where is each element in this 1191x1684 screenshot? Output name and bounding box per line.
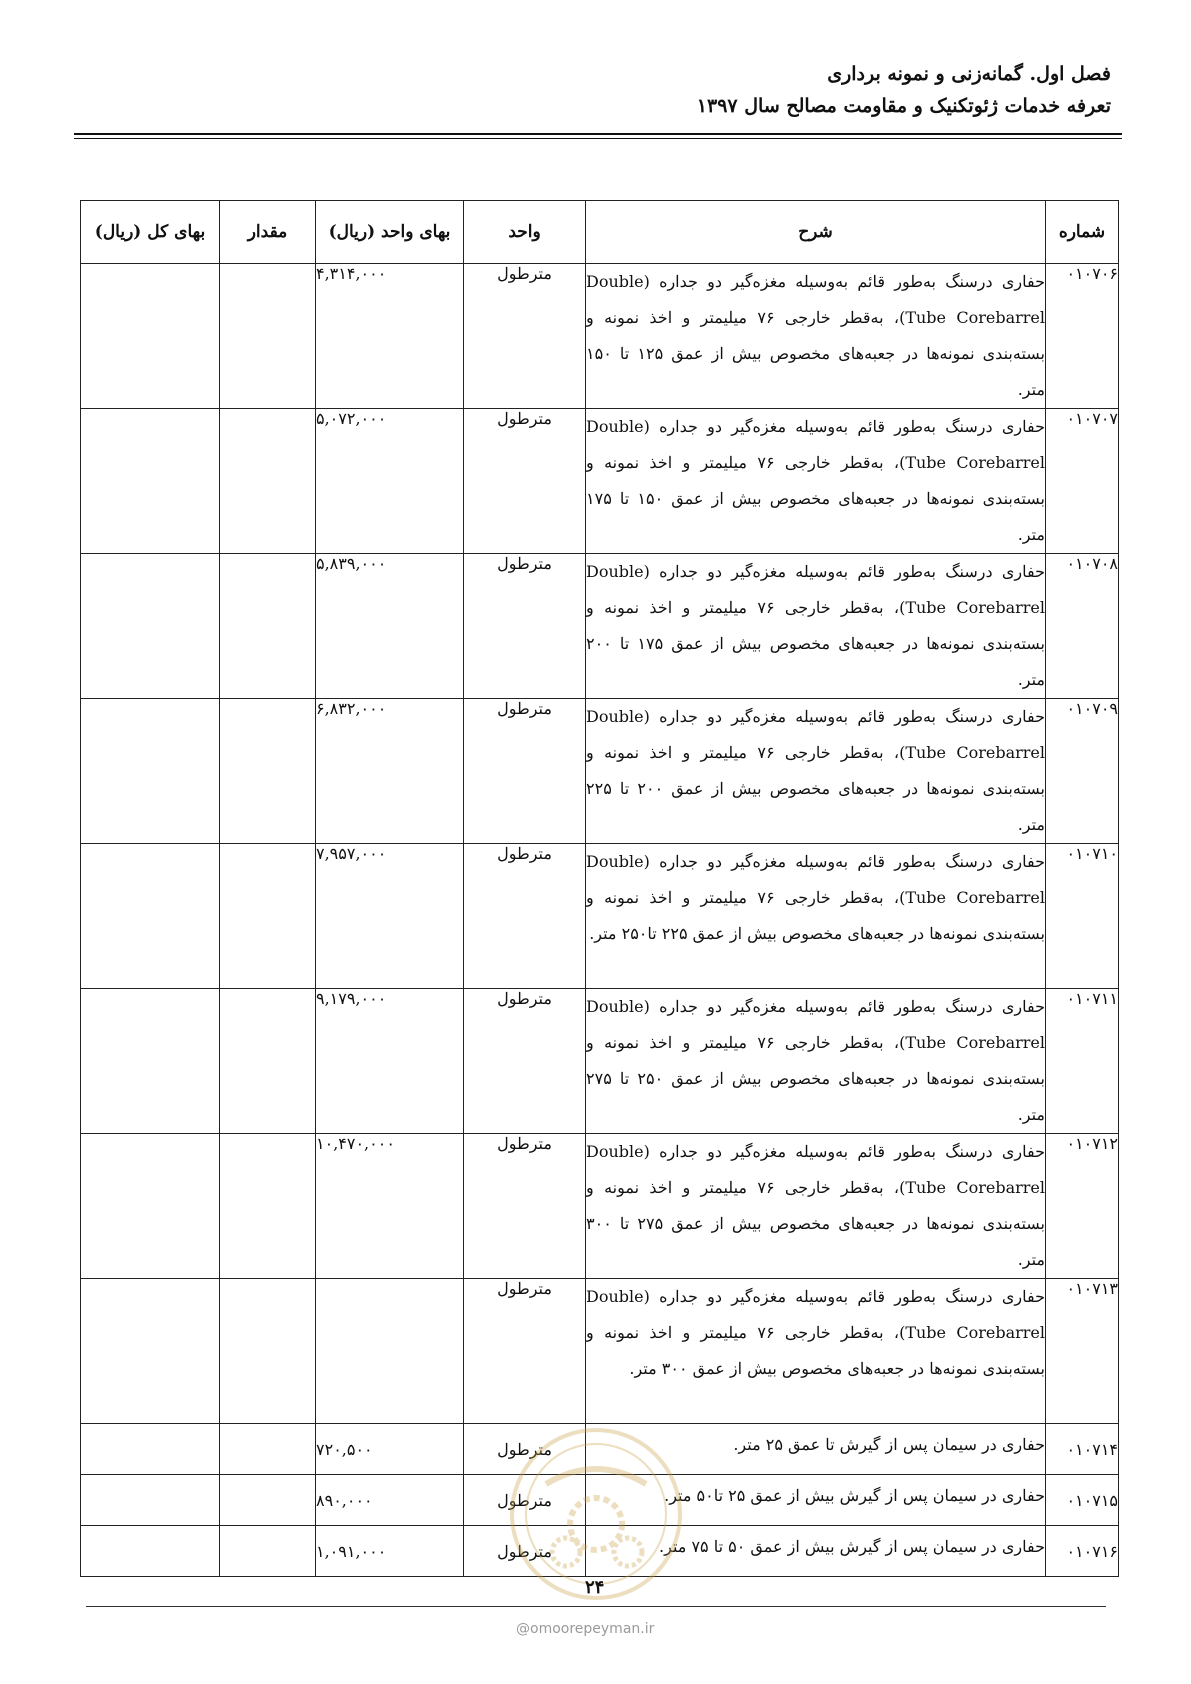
page-number: ۲۴	[585, 1577, 605, 1598]
item-description: حفاری در سیمان پس از گیرش بیش از عمق ۵۰ تا ۷۵ متر.	[586, 1526, 1046, 1577]
item-quantity	[220, 554, 316, 699]
table-row	[81, 264, 1119, 409]
item-unit: مترطول	[464, 1279, 586, 1424]
item-unit-price: ۵,۸۳۹,۰۰۰	[316, 554, 464, 699]
item-unit-price: ۷۲۰,۵۰۰	[316, 1424, 464, 1475]
item-description: حفاری درسنگ به‌طور قائم به‌وسیله مغزه‌گیر دو جداره (Double Tube Corebarrel)، به‌قطر خارجی ۷۶ میلیمتر و اخذ نمونه و بسته‌بندی نمونه‌ها در جعبه‌های مخصوص بیش از عمق ۱۵۰ تا ۱۷۵ متر.	[586, 409, 1046, 554]
item-unit: مترطول	[464, 699, 586, 844]
item-quantity	[220, 699, 316, 844]
item-quantity	[220, 989, 316, 1134]
table-row	[81, 409, 1119, 554]
item-total	[81, 1526, 220, 1577]
item-number: ۰۱۰۷۱۰	[1046, 844, 1119, 989]
page-header	[71, 58, 1111, 122]
item-quantity	[220, 264, 316, 409]
item-quantity	[220, 1279, 316, 1424]
col-header-unit: واحد	[464, 201, 586, 264]
item-total	[81, 264, 220, 409]
col-header-number: شماره	[1046, 201, 1119, 264]
item-number: ۰۱۰۷۱۱	[1046, 989, 1119, 1134]
item-description: حفاری درسنگ به‌طور قائم به‌وسیله مغزه‌گیر دو جداره (Double Tube Corebarrel)، به‌قطر خارجی ۷۶ میلیمتر و اخذ نمونه و بسته‌بندی نمونه‌ها در جعبه‌های مخصوص بیش از عمق ۲۵۰ تا ۲۷۵ متر.	[586, 989, 1046, 1134]
document-title: تعرفه خدمات ژئوتکنیک و مقاومت مصالح سال ۱۳۹۷	[696, 95, 1111, 117]
item-unit-price: ۱۰,۴۷۰,۰۰۰	[316, 1134, 464, 1279]
item-unit: مترطول	[464, 989, 586, 1134]
item-unit-price: ۴,۳۱۴,۰۰۰	[316, 264, 464, 409]
item-description: حفاری درسنگ به‌طور قائم به‌وسیله مغزه‌گیر دو جداره (Double Tube Corebarrel)، به‌قطر خارجی ۷۶ میلیمتر و اخذ نمونه و بسته‌بندی نمونه‌ها در جعبه‌های مخصوص بیش از عمق ۳۰۰ متر.	[586, 1279, 1046, 1424]
table-row	[81, 1279, 1119, 1424]
item-number: ۰۱۰۷۱۲	[1046, 1134, 1119, 1279]
item-description: حفاری درسنگ به‌طور قائم به‌وسیله مغزه‌گیر دو جداره (Double Tube Corebarrel)، به‌قطر خارجی ۷۶ میلیمتر و اخذ نمونه و بسته‌بندی نمونه‌ها در جعبه‌های مخصوص بیش از عمق ۲۰۰ تا ۲۲۵ متر.	[586, 699, 1046, 844]
item-number: ۰۱۰۷۱۴	[1046, 1424, 1119, 1475]
item-description: حفاری درسنگ به‌طور قائم به‌وسیله مغزه‌گیر دو جداره (Double Tube Corebarrel)، به‌قطر خارجی ۷۶ میلیمتر و اخذ نمونه و بسته‌بندی نمونه‌ها در جعبه‌های مخصوص بیش از عمق ۲۲۵ تا۲۵۰ متر.	[586, 844, 1046, 989]
item-unit: مترطول	[464, 1134, 586, 1279]
table-row	[81, 699, 1119, 844]
item-total	[81, 1279, 220, 1424]
item-unit-price	[316, 1279, 464, 1424]
col-header-total: بهای کل (ریال)	[81, 201, 220, 264]
col-header-description: شرح	[586, 201, 1046, 264]
item-unit: مترطول	[464, 1424, 586, 1475]
item-unit-price: ۹,۱۷۹,۰۰۰	[316, 989, 464, 1134]
item-number: ۰۱۰۷۰۹	[1046, 699, 1119, 844]
item-quantity	[220, 1134, 316, 1279]
item-unit-price: ۵,۰۷۲,۰۰۰	[316, 409, 464, 554]
item-unit-price: ۱,۰۹۱,۰۰۰	[316, 1526, 464, 1577]
col-header-unit-price: بهای واحد (ریال)	[316, 201, 464, 264]
footer-rule	[86, 1606, 1106, 1607]
item-total	[81, 989, 220, 1134]
item-number: ۰۱۰۷۱۵	[1046, 1475, 1119, 1526]
item-total	[81, 554, 220, 699]
item-number: ۰۱۰۷۱۶	[1046, 1526, 1119, 1577]
item-number: ۰۱۰۷۰۷	[1046, 409, 1119, 554]
table-row	[81, 844, 1119, 989]
item-description: حفاری در سیمان پس از گیرش تا عمق ۲۵ متر.	[586, 1424, 1046, 1475]
item-unit-price: ۷,۹۵۷,۰۰۰	[316, 844, 464, 989]
item-description: حفاری درسنگ به‌طور قائم به‌وسیله مغزه‌گیر دو جداره (Double Tube Corebarrel)، به‌قطر خارجی ۷۶ میلیمتر و اخذ نمونه و بسته‌بندی نمونه‌ها در جعبه‌های مخصوص بیش از عمق ۲۷۵ تا ۳۰۰ متر.	[586, 1134, 1046, 1279]
item-quantity	[220, 409, 316, 554]
item-number: ۰۱۰۷۱۳	[1046, 1279, 1119, 1424]
item-unit-price: ۸۹۰,۰۰۰	[316, 1475, 464, 1526]
table-row	[81, 1134, 1119, 1279]
item-unit: مترطول	[464, 554, 586, 699]
table-row	[81, 989, 1119, 1134]
item-total	[81, 1424, 220, 1475]
item-total	[81, 699, 220, 844]
col-header-quantity: مقدار	[220, 201, 316, 264]
item-unit: مترطول	[464, 1526, 586, 1577]
item-total	[81, 409, 220, 554]
item-unit: مترطول	[464, 264, 586, 409]
item-description: حفاری در سیمان پس از گیرش بیش از عمق ۲۵ تا۵۰ متر.	[586, 1475, 1046, 1526]
item-quantity	[220, 1526, 316, 1577]
item-description: حفاری درسنگ به‌طور قائم به‌وسیله مغزه‌گیر دو جداره (Double Tube Corebarrel)، به‌قطر خارجی ۷۶ میلیمتر و اخذ نمونه و بسته‌بندی نمونه‌ها در جعبه‌های مخصوص بیش از عمق ۱۲۵ تا ۱۵۰ متر.	[586, 264, 1046, 409]
item-description: حفاری درسنگ به‌طور قائم به‌وسیله مغزه‌گیر دو جداره (Double Tube Corebarrel)، به‌قطر خارجی ۷۶ میلیمتر و اخذ نمونه و بسته‌بندی نمونه‌ها در جعبه‌های مخصوص بیش از عمق ۱۷۵ تا ۲۰۰ متر.	[586, 554, 1046, 699]
item-total	[81, 844, 220, 989]
item-quantity	[220, 844, 316, 989]
item-quantity	[220, 1475, 316, 1526]
item-unit: مترطول	[464, 844, 586, 989]
item-unit-price: ۶,۸۳۲,۰۰۰	[316, 699, 464, 844]
item-total	[81, 1134, 220, 1279]
item-unit: مترطول	[464, 409, 586, 554]
chapter-title: فصل اول. گمانه‌زنی و نمونه برداری	[827, 63, 1111, 85]
header-rule-thick	[74, 133, 1122, 135]
item-unit: مترطول	[464, 1475, 586, 1526]
table-header-row	[81, 201, 1119, 264]
item-number: ۰۱۰۷۰۸	[1046, 554, 1119, 699]
header-rule-thin	[74, 138, 1122, 139]
table-row	[81, 554, 1119, 699]
tariff-table	[80, 200, 1119, 1577]
watermark-text: @omoorepeyman.ir	[516, 1621, 655, 1637]
item-number: ۰۱۰۷۰۶	[1046, 264, 1119, 409]
item-quantity	[220, 1424, 316, 1475]
item-total	[81, 1475, 220, 1526]
